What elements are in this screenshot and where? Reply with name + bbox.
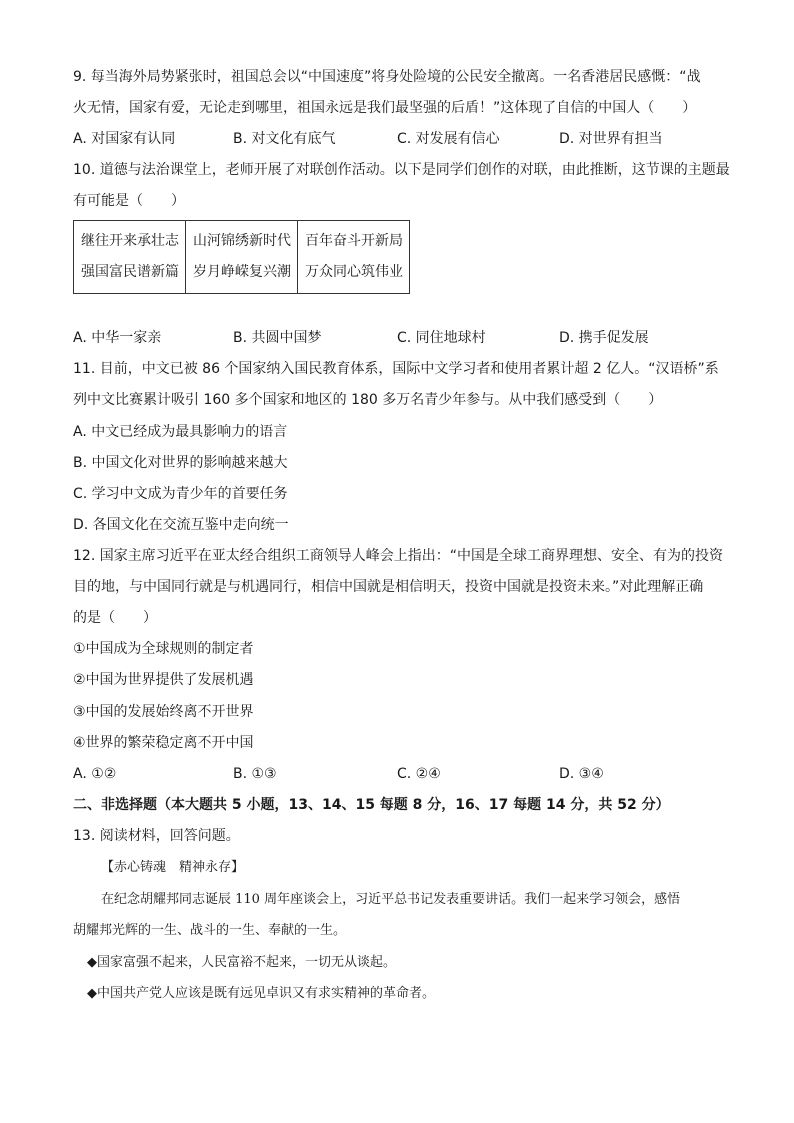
q12-option-c[interactable]: C. ②④ — [397, 766, 441, 782]
q9-option-d[interactable]: D. 对世界有担当 — [559, 131, 663, 147]
q12-statement-4: ④世界的繁荣稳定离不开中国 — [73, 735, 254, 751]
material-bullet-1: ◆国家富强不起来，人民富裕不起来，一切无从谈起。 — [87, 955, 396, 970]
q12-statement-1: ①中国成为全球规则的制定者 — [73, 641, 254, 657]
couplet-line: 继往开来承壮志 — [81, 233, 179, 249]
couplet-line: 岁月峥嵘复兴潮 — [193, 264, 291, 280]
q12-option-b[interactable]: B. ①③ — [233, 766, 277, 782]
couplet-table — [73, 220, 410, 294]
q11-option-c[interactable]: C. 学习中文成为青少年的首要任务 — [73, 486, 288, 502]
q12-options — [73, 764, 723, 784]
couplet-line: 百年奋斗开新局 — [305, 233, 403, 249]
q12-statement-3: ③中国的发展始终离不开世界 — [73, 704, 254, 720]
q11-option-b[interactable]: B. 中国文化对世界的影响越来越大 — [73, 455, 288, 471]
q11-option-d[interactable]: D. 各国文化在交流互鉴中走向统一 — [73, 517, 289, 533]
couplet-line: 强国富民谱新篇 — [81, 264, 179, 280]
couplet-line: 山河锦绣新时代 — [193, 233, 291, 249]
material-bullet-2: ◆中国共产党人应该是既有远见卓识又有求实精神的革命者。 — [87, 986, 435, 1001]
section-heading: 二、非选择题（本大题共 5 小题，13、14、15 每题 8 分，16、17 每题 14 分，共 52 分） — [73, 797, 670, 813]
couplet-cell — [186, 221, 298, 294]
q10-option-d[interactable]: D. 携手促发展 — [559, 330, 649, 346]
material-paragraph-line2: 胡耀邦光辉的一生、战斗的一生、奉献的一生。 — [73, 923, 347, 938]
q10-stem-line1: 10. 道德与法治课堂上，老师开展了对联创作活动。以下是同学们创作的对联，由此推断，这节课的主题最 — [73, 162, 730, 178]
q9-stem-line1: 9. 每当海外局势紧张时，祖国总会以“中国速度”将身处险境的公民安全撤离。一名香港居民感慨：“战 — [73, 69, 701, 85]
q9-option-c[interactable]: C. 对发展有信心 — [397, 131, 500, 147]
q13-prompt: 13. 阅读材料，回答问题。 — [73, 828, 240, 844]
q12-option-d[interactable]: D. ③④ — [559, 766, 604, 782]
q10-option-a[interactable]: A. 中华一家亲 — [73, 330, 162, 346]
q10-option-c[interactable]: C. 同住地球村 — [397, 330, 486, 346]
q9-option-b[interactable]: B. 对文化有底气 — [233, 131, 336, 147]
q10-option-b[interactable]: B. 共圆中国梦 — [233, 330, 322, 346]
couplet-line: 万众同心筑伟业 — [305, 264, 403, 280]
couplet-cell — [298, 221, 410, 294]
q10-options — [73, 328, 723, 348]
material-title: 【赤心铸魂 精神永存】 — [101, 860, 245, 875]
q9-options — [73, 129, 723, 149]
q11-stem-line1: 11. 目前，中文已被 86 个国家纳入国民教育体系，国际中文学习者和使用者累计超 2 亿人。“汉语桥”系 — [73, 361, 719, 377]
couplet-cell — [74, 221, 186, 294]
q9-option-a[interactable]: A. 对国家有认同 — [73, 131, 176, 147]
q9-stem-line2: 火无情，国家有爱，无论走到哪里，祖国永远是我们最坚强的后盾！”这体现了自信的中国人（ ） — [73, 100, 697, 116]
material-paragraph-line1: 在纪念胡耀邦同志诞辰 110 周年座谈会上，习近平总书记发表重要讲话。我们一起来学习领会，感悟 — [101, 892, 681, 907]
q12-stem-line3: 的是（ ） — [73, 610, 157, 626]
q12-option-a[interactable]: A. ①② — [73, 766, 117, 782]
q11-stem-line2: 列中文比赛累计吸引 160 多个国家和地区的 180 多万名青少年参与。从中我们感受到（ ） — [73, 392, 663, 408]
q12-stem-line2: 目的地，与中国同行就是与机遇同行，相信中国就是相信明天，投资中国就是投资未来。”对此理解正确 — [73, 579, 704, 595]
q10-stem-line2: 有可能是（ ） — [73, 193, 185, 209]
q12-stem-line1: 12. 国家主席习近平在亚太经合组织工商领导人峰会上指出：“中国是全球工商界理想、安全、有为的投资 — [73, 548, 723, 564]
q11-option-a[interactable]: A. 中文已经成为最具影响力的语言 — [73, 424, 288, 440]
q12-statement-2: ②中国为世界提供了发展机遇 — [73, 672, 254, 688]
